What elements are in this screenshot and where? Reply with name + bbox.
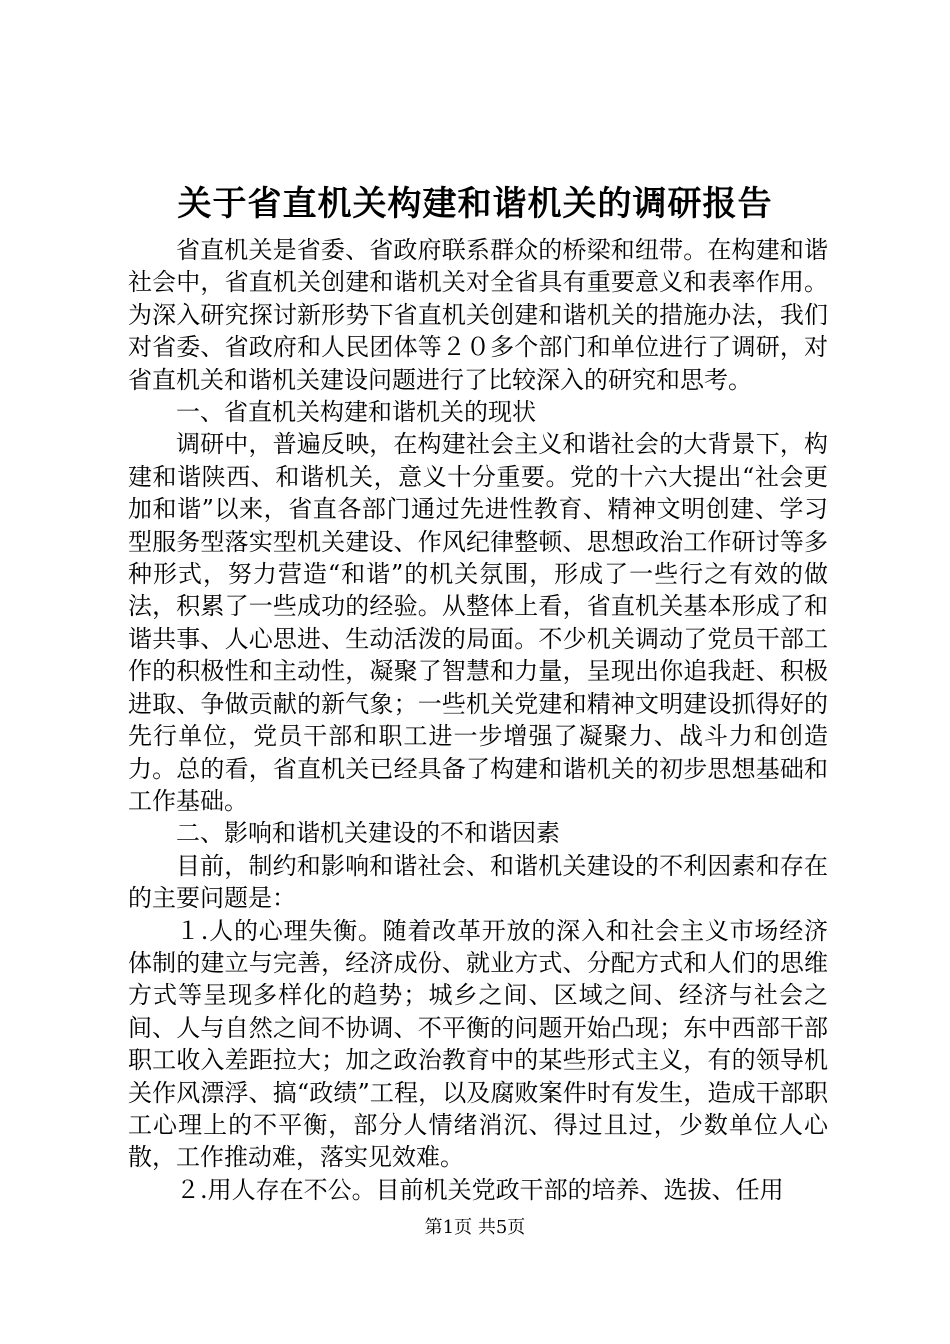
section-heading-2: 二、影响和谐机关建设的不和谐因素 (176, 819, 560, 848)
intro-paragraph: 省直机关是省委、省政府联系群众的桥梁和纽带。在构建和谐社会中，省直机关创建和谐机关对全省具有重要意义和表率作用。为深入研究探讨新形势下省直机关创建和谐机关的措施办法，我们对省委、省政府和人民团体等２０多个部门和单位进行了调研，对省直机关和谐机关建设问题进行了比较深入的研究和思考。 (128, 236, 828, 394)
section-2-intro-paragraph: 目前，制约和影响和谐社会、和谐机关建设的不利因素和存在的主要问题是： (128, 851, 828, 913)
item-2-paragraph: ２.用人存在不公。目前机关党政干部的培养、选拔、任用 (176, 1175, 784, 1204)
section-heading-1: 一、省直机关构建和谐机关的现状 (176, 398, 536, 427)
item-1-paragraph: １.人的心理失衡。随着改革开放的深入和社会主义市场经济体制的建立与完善，经济成份、就业方式、分配方式和人们的思维方式等呈现多样化的趋势；城乡之间、区域之间、经济与社会之间、人与自然之间不协调、不平衡的问题开始凸现；东中西部干部职工收入差距拉大；加之政治教育中的某些形式主义，有的领导机关作风漂浮、搞“政绩”工程，以及腐败案件时有发生，造成干部职工心理上的不平衡，部分人情绪消沉、得过且过，少数单位人心散，工作推动难，落实见效难。 (128, 916, 828, 1172)
page-footer: 第1页 共5页 (424, 1217, 526, 1238)
document-body (128, 234, 828, 1206)
document-title: 关于省直机关构建和谐机关的调研报告 (177, 184, 773, 224)
section-1-paragraph: 调研中，普遍反映，在构建社会主义和谐社会的大背景下，构建和谐陕西、和谐机关，意义十分重要。党的十六大提出“社会更加和谐”以来，省直各部门通过先进性教育、精神文明创建、学习型服务型落实型机关建设、作风纪律整顿、思想政治工作研讨等多种形式，努力营造“和谐”的机关氛围，形成了一些行之有效的做法，积累了一些成功的经验。从整体上看，省直机关基本形成了和谐共事、人心思进、生动活泼的局面。不少机关调动了党员干部工作的积极性和主动性，凝聚了智慧和力量，呈现出你追我赶、积极进取、争做贡献的新气象；一些机关党建和精神文明建设抓得好的先行单位，党员干部和职工进一步增强了凝聚力、战斗力和创造力。总的看，省直机关已经具备了构建和谐机关的初步思想基础和工作基础。 (128, 430, 828, 815)
